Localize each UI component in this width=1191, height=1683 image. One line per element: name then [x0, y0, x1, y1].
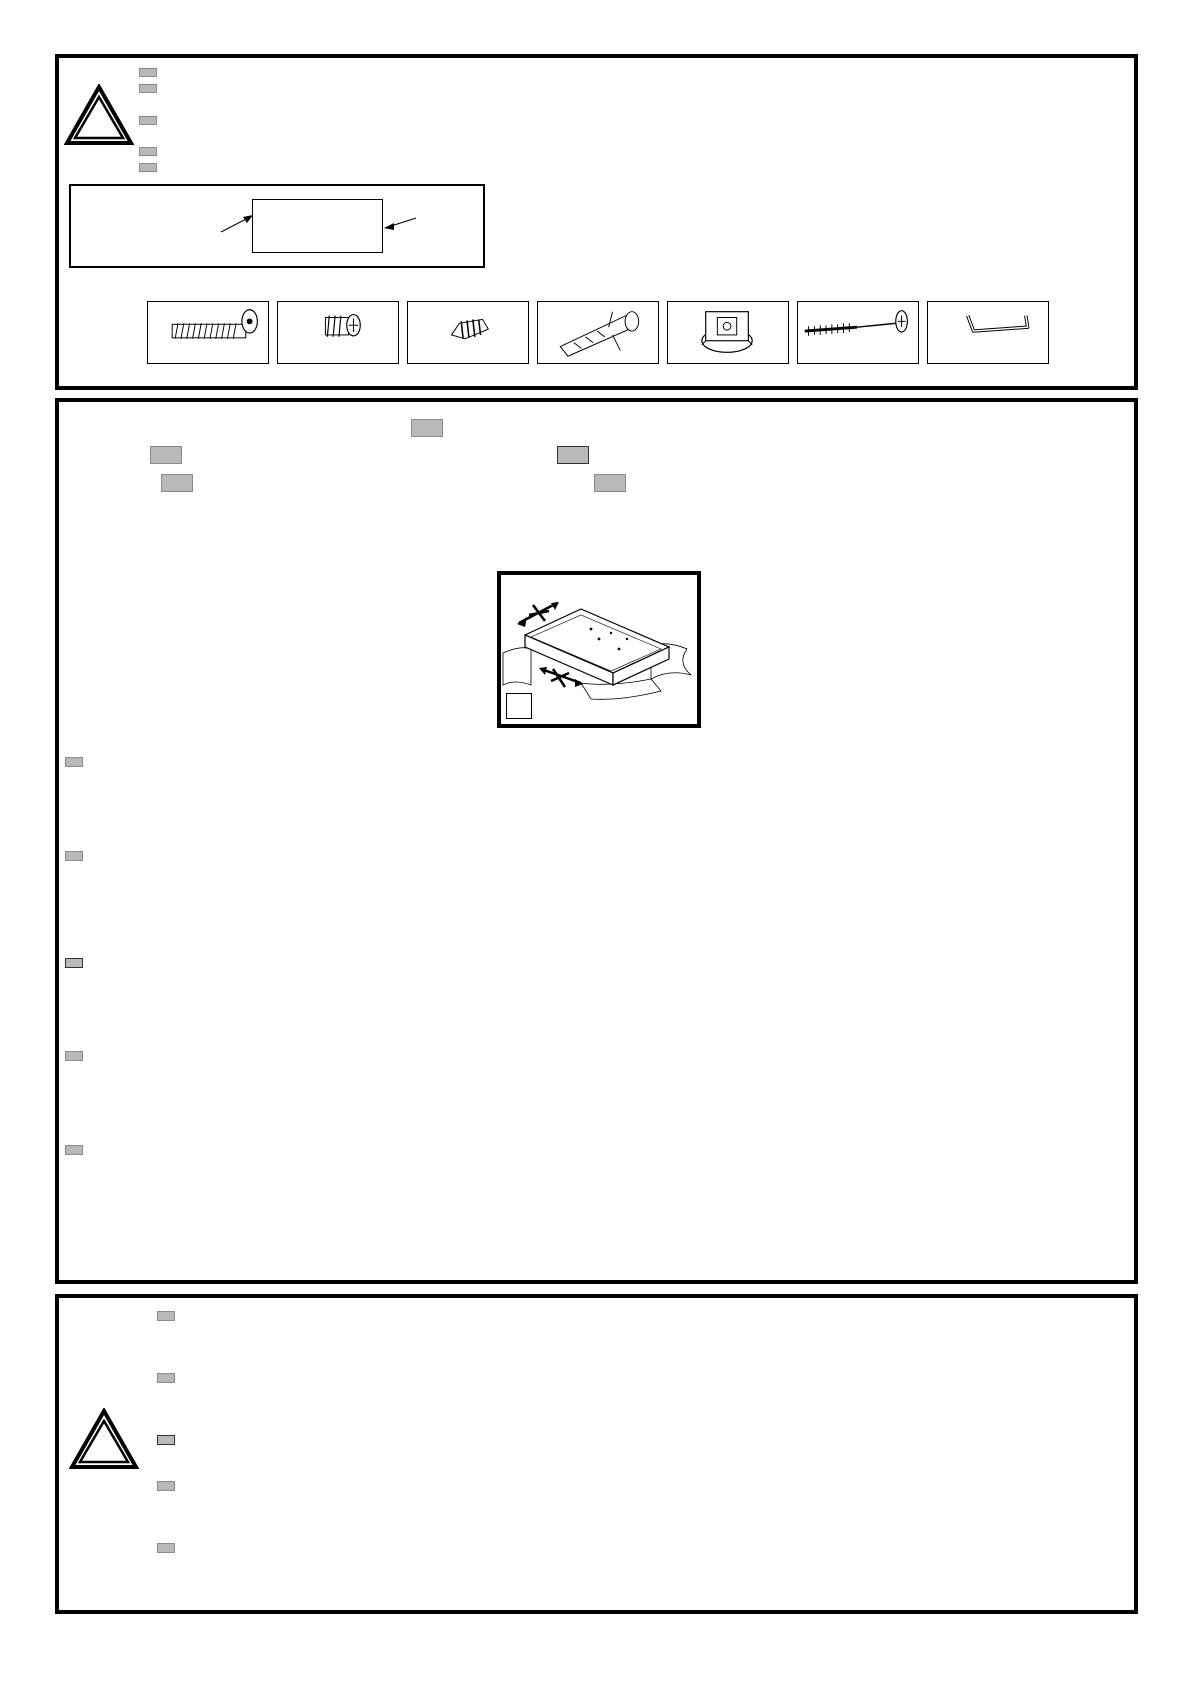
caution-tag-4: [157, 1481, 175, 1491]
label-tag-e: [594, 474, 626, 492]
step-tag-2: [65, 851, 83, 861]
short-screw-icon: [277, 301, 399, 364]
instructions-panel-middle: [55, 398, 1138, 1284]
label-tag-a: [411, 419, 443, 437]
safety-panel-bottom: [55, 1294, 1138, 1614]
note-tag-2: [139, 84, 157, 93]
diagram-frame: [69, 184, 485, 268]
step-tag-4: [65, 1051, 83, 1061]
label-tag-c: [557, 446, 589, 464]
cam-lock-fitting-icon: [667, 301, 789, 364]
caution-tag-5: [157, 1543, 175, 1553]
allen-key-icon: [927, 301, 1049, 364]
arrow-right-icon: [382, 215, 418, 233]
warning-triangle-icon: [64, 84, 134, 146]
long-threaded-bolt-icon: [147, 301, 269, 364]
note-tag-1: [139, 68, 157, 77]
note-tag-4: [139, 147, 157, 156]
grooved-dowel-icon: [407, 301, 529, 364]
warning-triangle-icon: [69, 1408, 139, 1470]
caution-tag-1: [157, 1311, 175, 1321]
step-tag-5: [65, 1145, 83, 1155]
label-tag-b: [150, 446, 182, 464]
long-wood-screw-icon: [797, 301, 919, 364]
drawer-figure: [497, 571, 701, 728]
note-tag-3: [139, 116, 157, 125]
label-tag-d: [161, 474, 193, 492]
figure-label-box: [506, 693, 532, 719]
caution-tag-3: [157, 1435, 175, 1445]
step-tag-1: [65, 757, 83, 767]
safety-panel-top: [55, 54, 1138, 390]
note-tag-5: [139, 163, 157, 172]
step-tag-3: [65, 958, 83, 968]
caution-tag-2: [157, 1373, 175, 1383]
arrow-left-icon: [219, 212, 255, 234]
diagram-inner-box: [252, 199, 383, 253]
wall-plug-anchor-icon: [537, 301, 659, 364]
